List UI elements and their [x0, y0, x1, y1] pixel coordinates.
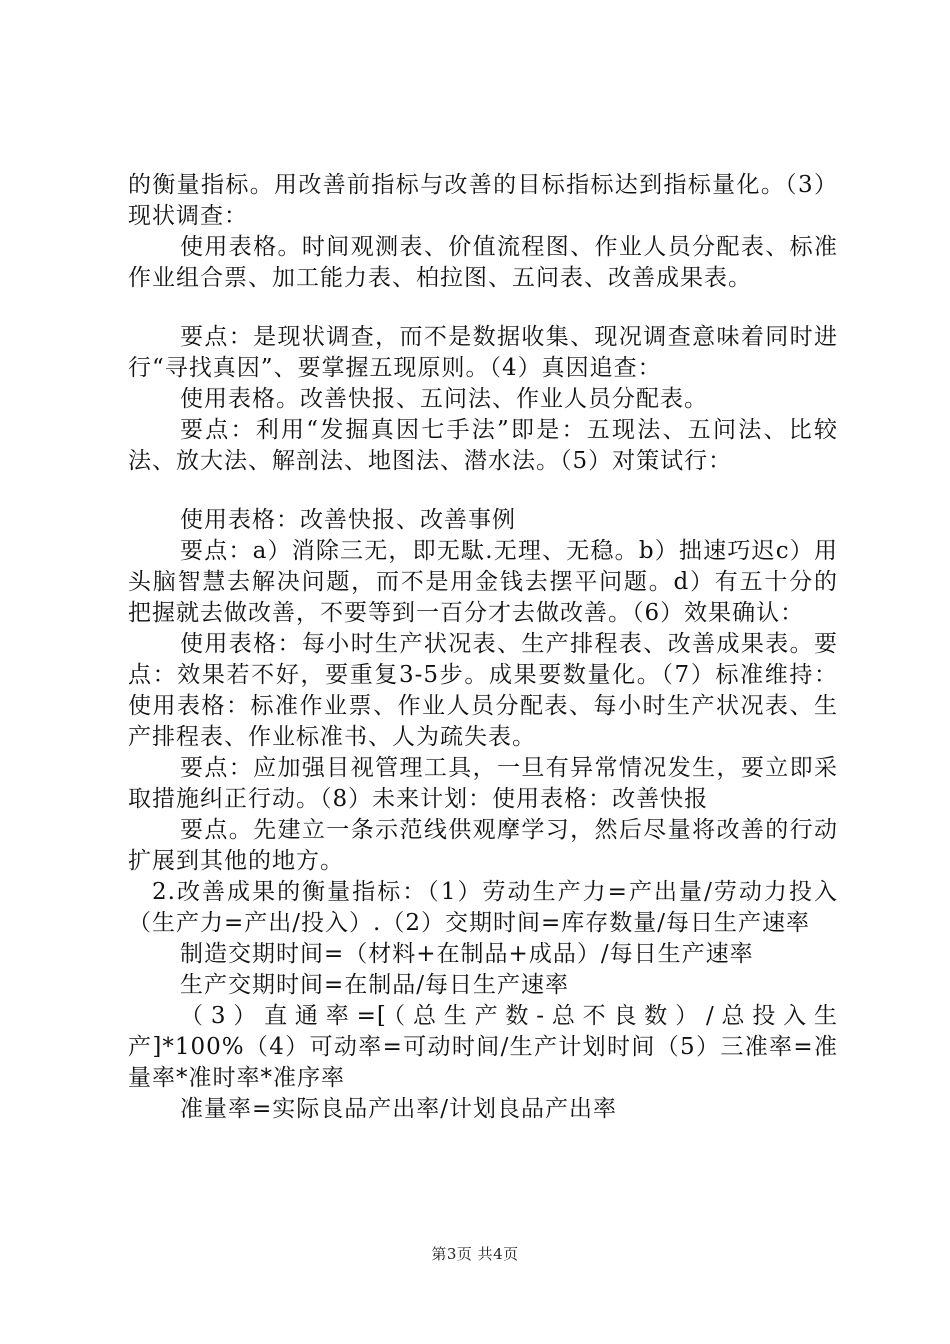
paragraph-10: 要点。先建立一条示范线供观摩学习，然后尽量将改善的行动扩展到其他的地方。	[128, 817, 838, 874]
paragraph-gap	[128, 477, 838, 505]
paragraph-3: 要点：是现状调查，而不是数据收集、现况调查意味着同时进行“寻找真因”、要掌握五现原则。（4）真因追查：	[128, 324, 838, 381]
paragraph-9: 要点：应加强目视管理工具，一旦有异常情况发生，要立即采取措施纠正行动。（8）未来计划：使用表格：改善快报	[128, 755, 838, 812]
paragraph-15: 准量率=实际良品产出率/计划良品产出率	[180, 1096, 618, 1122]
paragraph-gap	[128, 294, 838, 322]
paragraph-12: 制造交期时间=（材料+在制品+成品）/每日生产速率	[180, 941, 754, 967]
paragraph-2: 使用表格。时间观测表、价值流程图、作业人员分配表、标准作业组合票、加工能力表、柏拉图、五问表、改善成果表。	[128, 234, 838, 291]
paragraph-13: 生产交期时间=在制品/每日生产速率	[180, 972, 570, 998]
paragraph-5: 要点：利用“发掘真因七手法”即是：五现法、五问法、比较法、放大法、解剖法、地图法、潜水法。（5）对策试行：	[128, 417, 838, 474]
paragraph-1: 的衡量指标。用改善前指标与改善的目标指标达到指标量化。（3）现状调查：	[128, 172, 838, 229]
paragraph-14: （3）直通率=[（总生产数-总不良数）/总投入生产]*100%（4）可动率=可动时间/生产计划时间（5）三准率=准量率*准时率*准序率	[128, 1003, 838, 1091]
paragraph-6: 使用表格：改善快报、改善事例	[180, 507, 516, 533]
page-number: 第3页 共4页	[431, 1245, 519, 1263]
paragraph-4: 使用表格。改善快报、五问法、作业人员分配表。	[180, 386, 708, 412]
paragraph-11: 2.改善成果的衡量指标：（1）劳动生产力=产出量/劳动力投入（生产力=产出/投入）.（2）交期时间=库存数量/每日生产速率	[128, 879, 838, 936]
paragraph-8: 使用表格：每小时生产状况表、生产排程表、改善成果表。要点：效果若不好，要重复3-5步。成果要数量化。（7）标准维持：使用表格：标准作业票、作业人员分配表、每小时生产状况表、生产排程表、作业标准书、人为疏失表。	[128, 631, 838, 750]
document-body	[128, 170, 838, 1125]
paragraph-7: 要点：a）消除三无，即无駄.无理、无稳。b）拙速巧迟c）用头脑智慧去解决问题，而不是用金钱去摆平问题。d）有五十分的把握就去做改善，不要等到一百分才去做改善。（6）效果确认：	[128, 538, 838, 626]
